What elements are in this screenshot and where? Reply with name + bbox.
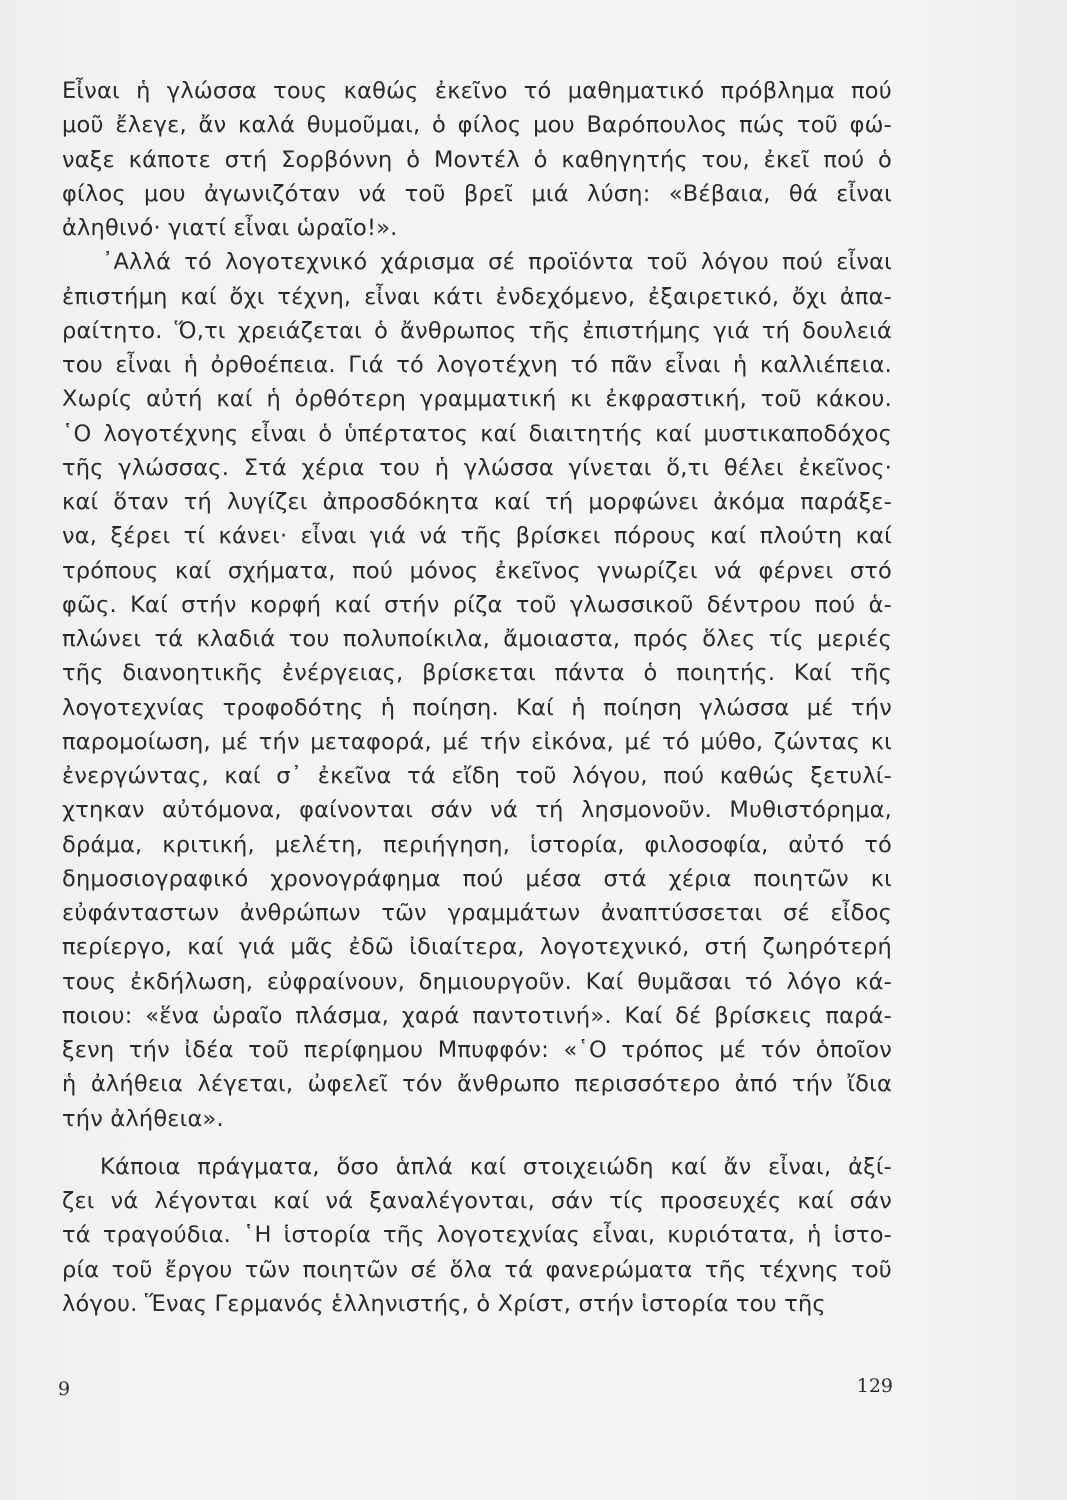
body-text [62,74,892,1321]
text-line: ἡ ἀλήθεια λέγεται, ὠφελεῖ τόν ἄνθρωπο περισσότερο ἀπό τήν ἴδια [62,1071,892,1098]
page-number: 129 [856,1375,893,1397]
text-line: λόγου. Ἕνας Γερμανός ἑλληνιστής, ὁ Χρίστ, στήν ἱστορία του τῆς [62,1290,826,1317]
text-line: φίλος μου ἀγωνιζόταν νά τοῦ βρεῖ μιά λύση: «Βέβαια, θά εἶναι [62,180,892,207]
text-line: ᾿Αλλά τό λογοτεχνικό χάρισμα σέ προϊόντα τοῦ λόγου πού εἶναι [102,249,892,276]
paragraph [62,245,892,1136]
text-line: πλώνει τά κλαδιά του πολυποίκιλα, ἄμοιαστα, πρός ὅλες τίς μεριές [62,626,892,652]
text-line: τους ἐκδήλωση, εὐφραίνουν, δημιουργοῦν. Καί θυμᾶσαι τό λόγο κά- [62,968,892,995]
text-line: ποιου: «ἕνα ὡραῖο πλάσμα, χαρά παντοτινή». Καί δέ βρίσκεις παρά- [62,1002,892,1029]
text-line: ναξε κάποτε στή Σορβόννη ὁ Μοντέλ ὁ καθηγητής του, ἐκεῖ πού ὁ [62,146,892,173]
text-line: ζει νά λέγονται καί νά ξαναλέγονται, σάν τίς προσευχές καί σάν [62,1188,892,1214]
paragraph [62,74,892,245]
text-line: τρόπους καί σχήματα, πού μόνος ἐκεῖνος γνωρίζει νά φέρνει στό [62,557,892,584]
text-line: τά τραγούδια. ῾Η ἱστορία τῆς λογοτεχνίας εἶναι, κυριότατα, ἡ ἱστο- [62,1222,892,1249]
text-line: ῾Ο λογοτέχνης εἶναι ὁ ὑπέρτατος καί διαιτητής καί μυστικαποδόχος [62,420,892,447]
text-line: ξενη τήν ἰδέα τοῦ περίφημου Μπυφφόν: «῾Ο τρόπος μέ τόν ὁποῖον [62,1037,892,1063]
printer-signature-mark: 9 [58,1378,71,1400]
text-line: ραίτητο. Ὅ,τι χρειάζεται ὁ ἄνθρωπος τῆς ἐπιστήμης γιά τή δουλειά [62,317,892,344]
text-line: χτηκαν αὐτόμονα, φαίνονται σάν νά τή λησμονοῦν. Μυθιστόρημα, [62,797,892,824]
text-line: καί ὅταν τή λυγίζει ἀπροσδόκητα καί τή μορφώνει ἀκόμα παράξε- [62,489,892,515]
text-line: λογοτεχνίας τροφοδότης ἡ ποίηση. Καί ἡ ποίηση γλώσσα μέ τήν [62,694,892,721]
text-line: Χωρίς αὐτή καί ἡ ὀρθότερη γραμματική κι ἐκφραστική, τοῦ κάκου. [62,386,892,413]
paragraph-gap [62,1136,892,1150]
text-line: ἐνεργώντας, καί σ᾿ ἐκεῖνα τά εἴδη τοῦ λόγου, πού καθώς ξετυλί- [62,763,892,789]
text-line: δράμα, κριτική, μελέτη, περιήγηση, ἱστορία, φιλοσοφία, αὐτό τό [62,831,892,858]
text-line: φῶς. Καί στήν κορφή καί στήν ρίζα τοῦ γλωσσικοῦ δέντρου πού ἁ- [62,591,892,618]
text-line: Κάποια πράγματα, ὅσο ἁπλά καί στοιχειώδη καί ἄν εἶναι, ἀξί- [100,1153,892,1180]
text-line: του εἶναι ἡ ὀρθοέπεια. Γιά τό λογοτέχνη τό πᾶν εἶναι ἡ καλλιέπεια. [62,352,892,378]
text-line: ἐπιστήμη καί ὄχι τέχνη, εἶναι κάτι ἐνδεχόμενο, ἐξαιρετικό, ὄχι ἀπα- [62,283,892,310]
text-line: μοῦ ἔλεγε, ἄν καλά θυμοῦμαι, ὁ φίλος μου Βαρόπουλος πώς τοῦ φώ- [62,112,892,139]
text-line: εὐφάνταστων ἀνθρώπων τῶν γραμμάτων ἀναπτύσσεται σέ εἶδος [62,900,892,926]
text-line: Εἶναι ἡ γλώσσα τους καθώς ἐκεῖνο τό μαθηματικό πρόβλημα πού [62,78,892,104]
text-line: να, ξέρει τί κάνει· εἶναι γιά νά τῆς βρίσκει πόρους καί πλούτη καί [62,523,892,550]
text-line: δημοσιογραφικό χρονογράφημα πού μέσα στά χέρια ποιητῶν κι [62,865,892,892]
text-line: ρία τοῦ ἔργου τῶν ποιητῶν σέ ὅλα τά φανερώματα τῆς τέχνης τοῦ [62,1256,892,1283]
text-line: ἀληθινό· γιατί εἶναι ὡραῖο!». [62,215,398,241]
text-line: τῆς γλώσσας. Στά χέρια του ἡ γλώσσα γίνεται ὅ,τι θέλει ἐκεῖνος· [62,454,892,481]
text-line: παρομοίωση, μέ τήν μεταφορά, μέ τήν εἰκόνα, μέ τό μύθο, ζώντας κι [62,728,892,755]
text-line: περίεργο, καί γιά μᾶς ἐδῶ ἰδιαίτερα, λογοτεχνικό, στή ζωηρότερή [62,934,892,961]
text-line: τῆς διανοητικῆς ἐνέργειας, βρίσκεται πάντα ὁ ποιητής. Καί τῆς [62,660,892,687]
paragraph [62,1150,892,1321]
text-line: τήν ἀλήθεια». [62,1105,224,1132]
